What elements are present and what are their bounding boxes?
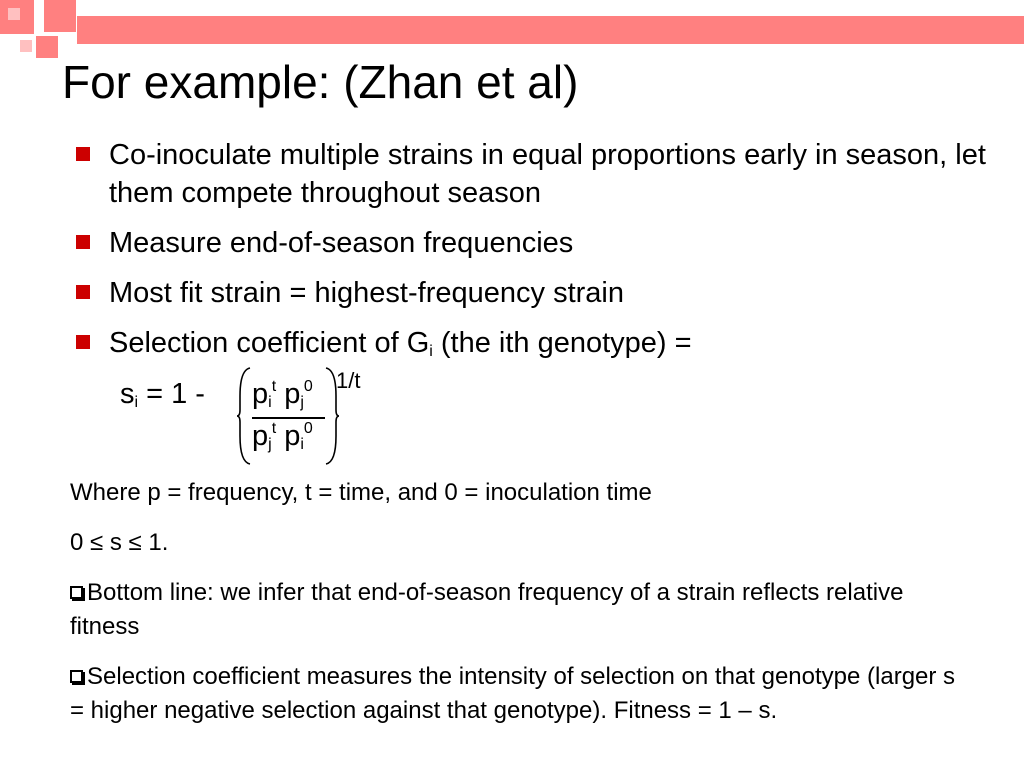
corner-decor-inner [8,8,20,20]
where-note: Where p = frequency, t = time, and 0 = inoculation time [70,479,652,506]
range-note: 0 ≤ s ≤ 1. [70,529,169,556]
bullet-item [72,324,1002,362]
formula-lhs-rest: = 1 - [138,378,205,410]
bullet-item [72,274,1002,312]
checkbox-icon [70,670,83,683]
den-s2: i [300,436,304,453]
square-bullet-icon [76,285,90,299]
formula-denominator [252,420,313,453]
corner-decor-square-3 [36,36,58,58]
num-t1: t [271,378,277,395]
bullet-text-rest: (the ith genotype) = [432,327,692,359]
formula-var: s [120,378,135,410]
den-t1: t [271,420,277,437]
formula-numerator [252,378,313,411]
bullet-text: Co-inoculate multiple strains in equal proportions early in season, let them compete throughout season [109,139,986,209]
square-bullet-icon [76,335,90,349]
formula-var-sub: i [134,394,139,411]
checkbox-icon [70,586,83,599]
formula-exponent: 1/t [336,368,361,393]
num-p2: p [276,378,301,410]
bullet-item [72,224,1002,262]
corner-decor-square-2 [44,0,76,32]
selection-note [70,660,970,728]
formula-lhs [120,378,205,411]
bullet-text: Measure end-of-season frequencies [109,227,574,259]
bottom-line-note [70,576,970,644]
header-decor-bar [77,16,1024,44]
corner-decor-square-4 [20,40,32,52]
slide-title: For example: (Zhan et al) [62,56,579,108]
bottom-line-text: Bottom line: we infer that end-of-season frequency of a strain reflects relative fitness [70,579,904,640]
fraction-line [252,417,325,419]
den-t2: 0 [303,420,313,437]
genotype-subscript: i [429,343,433,360]
bullet-list [72,136,1002,374]
num-s1: i [268,394,272,411]
den-p2: p [276,420,301,452]
left-brace-icon [236,366,252,466]
den-p1: p [252,420,269,452]
bullet-text: Most fit strain = highest-frequency strain [109,277,624,309]
num-t2: 0 [303,378,313,395]
num-p1: p [252,378,269,410]
square-bullet-icon [76,235,90,249]
den-s1: j [268,436,272,453]
square-bullet-icon [76,147,90,161]
selection-text: Selection coefficient measures the intensity of selection on that genotype (larger s = higher negative selection against that genotype). Fitness = 1 – s. [70,663,956,724]
bullet-text: Selection coefficient of G [109,327,430,359]
num-s2: j [300,394,304,411]
notes-section [70,476,970,744]
bullet-item [72,136,1002,212]
